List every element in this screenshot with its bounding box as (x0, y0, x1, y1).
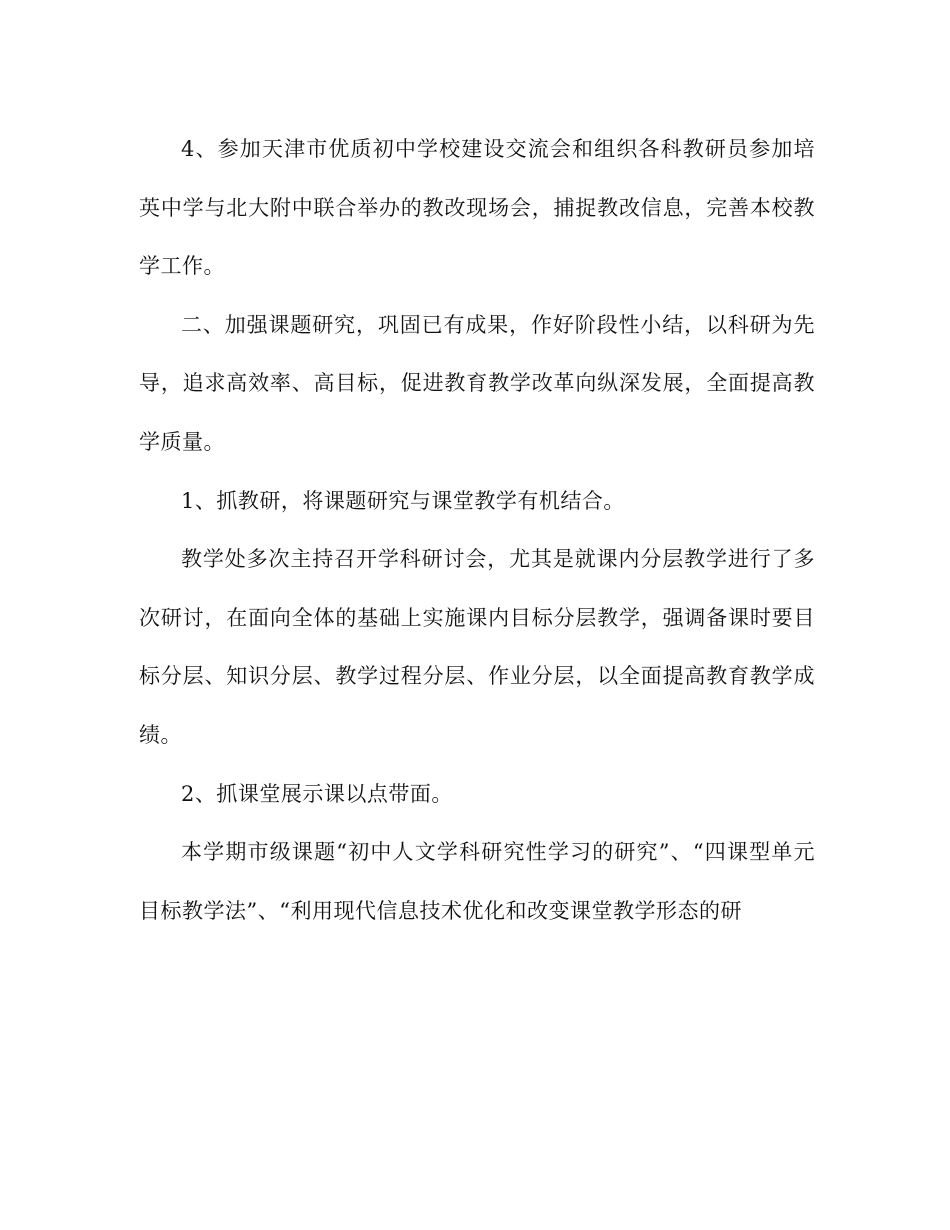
paragraph-section-2-research: 二、加强课题研究，巩固已有成果，作好阶段性小结，以科研为先导，追求高效率、高目标，促进教育教学改革向纵深发展，全面提高教学质量。 (139, 312, 815, 454)
document-body (139, 120, 815, 940)
paragraph-city-level-topics: 本学期市级课题“初中人文学科研究性学习的研究”、“四课型单元目标教学法”、“利用现代信息技术优化和改变课堂教学形态的研 (139, 840, 815, 923)
paragraph-item-1-teaching-research: 1、抓教研，将课题研究与课堂教学有机结合。 (181, 488, 625, 513)
paragraph-layered-teaching: 教学处多次主持召开学科研讨会，尤其是就课内分层教学进行了多次研讨，在面向全体的基础上实施课内目标分层教学，强调备课时要目标分层、知识分层、教学过程分层、作业分层，以全面提高教育教学成绩。 (139, 547, 815, 747)
paragraph-item-4-exchange-meeting: 4、参加天津市优质初中学校建设交流会和组织各科教研员参加培英中学与北大附中联合举办的教改现场会，捕捉教改信息，完善本校教学工作。 (139, 137, 815, 279)
paragraph-item-2-demo-class: 2、抓课堂展示课以点带面。 (181, 781, 453, 806)
